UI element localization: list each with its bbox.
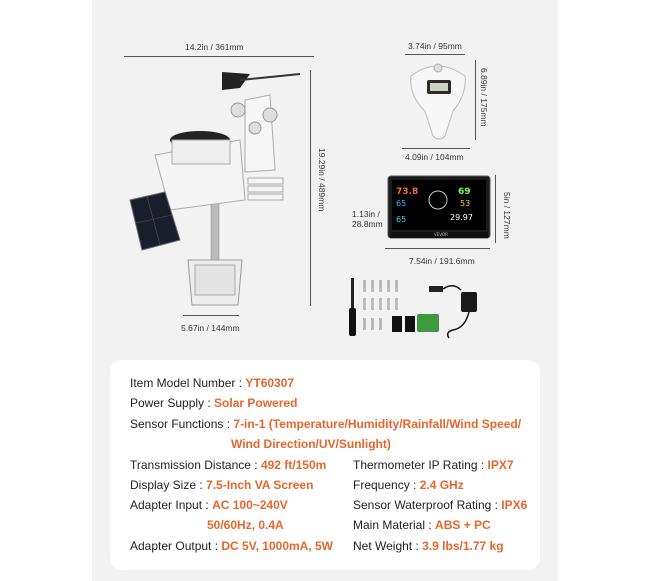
spec-display-value: 7.5-Inch VA Screen [206,478,314,492]
console-val-a: 69 [458,187,471,197]
spec-adapter-output-value: DC 5V, 1000mA, 5W [221,539,333,553]
station-height-label: 19.29in / 489mm [317,148,327,212]
spec-adapter-input-label: Adapter Input : [130,498,213,512]
console-width-label: 7.54in / 191.6mm [409,256,475,266]
indoor-sensor-illustration [405,56,475,146]
spec-model [130,376,294,390]
spec-transmission-value: 492 ft/150m [260,458,327,472]
console-height-line [495,175,496,243]
console-val-c: 29.97 [450,213,473,222]
console-height-label: 5in / 127mm [502,192,512,239]
spec-transmission [130,458,326,472]
station-width-line [124,56,314,57]
console-brand: VEVOR [434,232,448,237]
spec-sensor [130,417,521,431]
spec-sensor-label: Sensor Functions : [130,417,234,431]
spec-model-label: Item Model Number : [130,376,246,390]
spec-weight-label: Net Weight : [353,539,423,553]
sensor-bottom-label: 4.09in / 104mm [405,152,464,162]
console-width-line [385,248,490,249]
console-val-b: 53 [460,199,471,208]
spec-adapter-input-value-1: AC 100~240V [212,498,288,512]
spec-ip-label: Thermometer IP Rating : [353,458,488,472]
spec-sensor-value-2: Wind Direction/UV/Sunlight) [231,437,391,451]
spec-model-value: YT60307 [245,376,295,390]
sensor-top-label: 3.74in / 95mm [408,41,462,51]
spec-weight [353,539,504,553]
station-height-line [310,70,311,306]
spec-ip-value: IPX7 [487,458,514,472]
pole-width-line [183,315,239,316]
spec-waterproof-value: IPX6 [501,498,528,512]
spec-power-label: Power Supply : [130,396,215,410]
spec-sensor-value-1: 7-in-1 (Temperature/Humidity/Rainfall/Wind Speed/ [233,417,522,431]
spec-power-value: Solar Powered [214,396,298,410]
console-depth-label-b: 28.8mm [352,219,383,229]
spec-frequency-value: 2.4 GHz [419,478,464,492]
spec-transmission-label: Transmission Distance : [130,458,261,472]
spec-sensor-line-2 [231,437,391,451]
station-width-label: 14.2in / 361mm [185,42,244,52]
spec-waterproof [353,498,527,512]
spec-adapter-output-label: Adapter Output : [130,539,222,553]
spec-power [130,396,297,410]
accessories-illustration [345,276,495,344]
spec-material-label: Main Material : [353,518,436,532]
spec-adapter-input [130,498,288,512]
spec-frequency-label: Frequency : [353,478,420,492]
weather-station-illustration [110,60,310,310]
console-temp-a: 73.8 [396,187,419,197]
spec-display-label: Display Size : [130,478,207,492]
spec-adapter-output [130,539,333,553]
spec-adapter-input-line-2 [207,518,284,532]
console-temp-b: 65 [396,199,407,208]
console-hum: 65 [396,215,407,224]
console-depth-label-a: 1.13in / [352,209,380,219]
sensor-height-label: 6.89in / 175mm [479,68,489,127]
spec-display [130,478,313,492]
spec-frequency [353,478,464,492]
spec-material [353,518,491,532]
spec-waterproof-label: Sensor Waterproof Rating : [353,498,502,512]
spec-material-value: ABS + PC [435,518,491,532]
spec-ip [353,458,514,472]
spec-weight-value: 3.9 lbs/1.77 kg [422,539,504,553]
display-console-illustration [388,176,492,244]
sensor-height-line [475,60,476,140]
spec-adapter-input-value-2: 50/60Hz, 0.4A [207,518,284,532]
sensor-top-line [405,54,465,55]
pole-width-label: 5.67in / 144mm [181,323,240,333]
sensor-bottom-line [402,148,470,149]
